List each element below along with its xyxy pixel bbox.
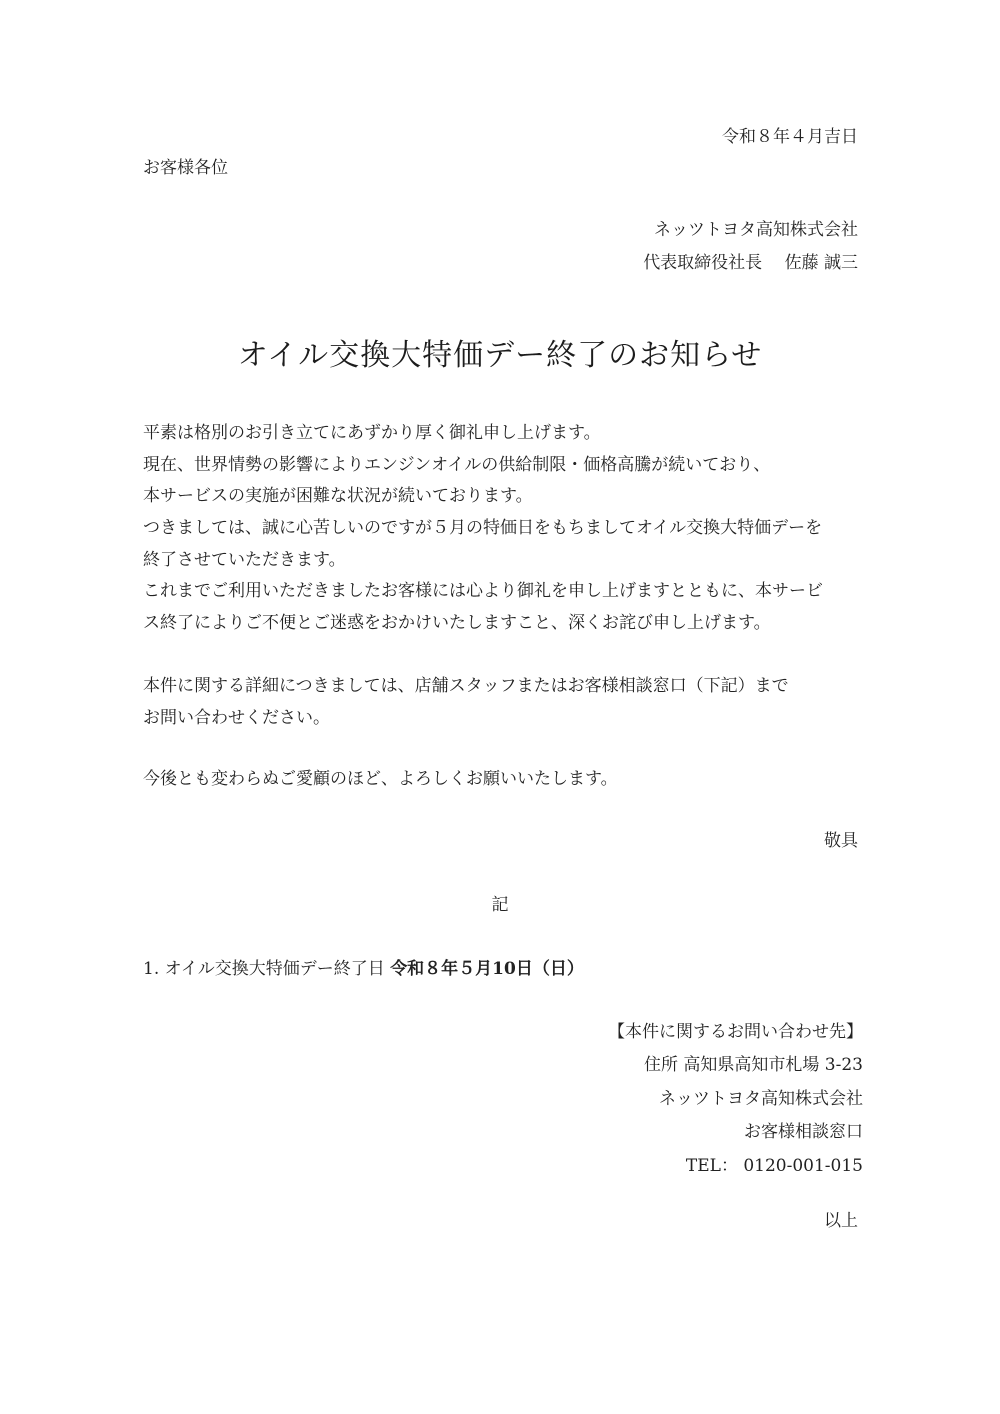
document-title: オイル交換大特価デー終了のお知らせ [237,338,763,373]
body-line: これまでご利用いただきましたお客様には心より御礼を申し上げますとともに、本サービ [143,581,823,602]
contact-desk: お客様相談窓口 [744,1122,863,1143]
body-paragraph-3: 今後とも変わらぬご愛顧のほど、よろしくお願いいたします。 [143,769,618,789]
closing-word: 敬具 [824,831,858,851]
body-paragraph-1 [143,418,863,640]
end-mark: 以上 [824,1211,858,1231]
contact-heading: 【本件に関するお問い合わせ先】 [608,1022,863,1042]
item-date: 令和８年５月10日（日） [390,959,584,979]
contact-company: ネッツトヨタ高知株式会社 [659,1088,863,1109]
addressee: お客様各位 [143,158,228,178]
body-line: 現在、世界情勢の影響によりエンジンオイルの供給制限・価格高騰が続いており、 [143,454,771,475]
sender-signer: 代表取締役社長 佐藤 誠三 [643,253,858,273]
issue-date: 令和８年４月吉日 [722,127,858,147]
contact-address: 住所 高知県高知市札場 3-23 [644,1055,863,1076]
body-line: 本サービスの実施が困難な状況が続いております。 [143,486,533,507]
body-line: 平素は格別のお引き立てにあずかり厚く御礼申し上げます。 [143,423,601,443]
contact-tel: TEL： 0120-001-015 [685,1155,863,1176]
item-label: 1. オイル交換大特価デー終了日 [143,959,385,979]
body-paragraph-2 [143,671,863,734]
body-line: つきましては、誠に心苦しいのですが５月の特価日をもちましてオイル交換大特価デーを [143,518,823,539]
sender-company: ネッツトヨタ高知株式会社 [654,220,858,240]
ki-heading: 記 [491,895,509,915]
body-line: ス終了によりご不便とご迷惑をおかけいたしますこと、深くお詫び申し上げます。 [143,613,771,634]
body-line: 本件に関する詳細につきましては、店舗スタッフまたはお客様相談窓口（下記）まで [143,676,789,696]
contact-block [608,1016,863,1183]
body-line: 終了させていただきます。 [143,549,346,570]
body-line: お問い合わせください。 [143,707,330,728]
item-end-date [143,954,584,984]
